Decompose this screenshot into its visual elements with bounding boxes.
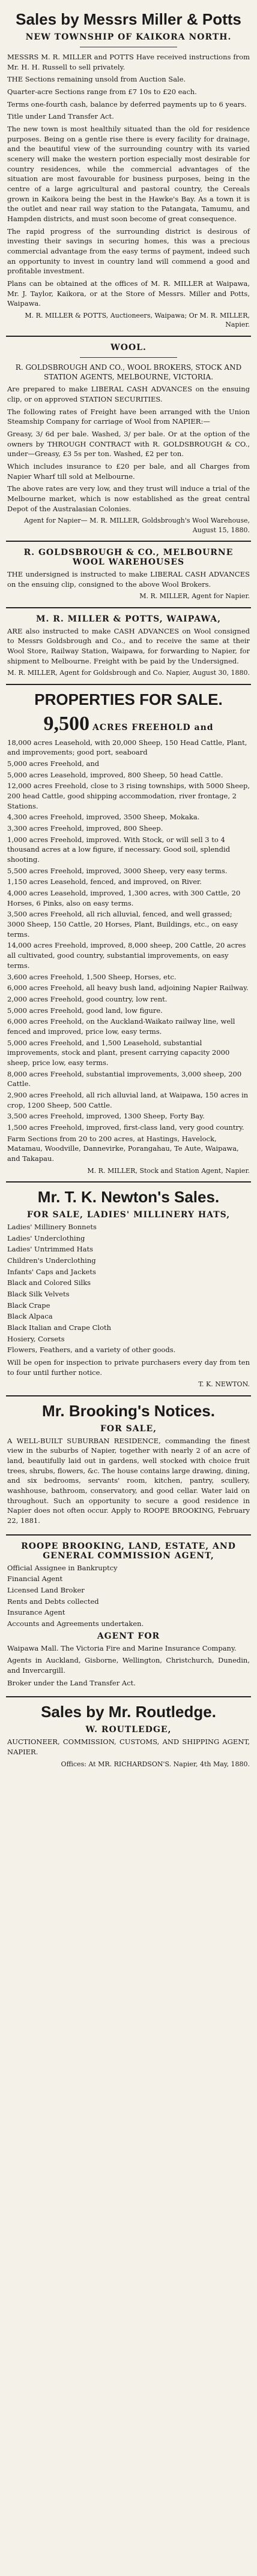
list-item: Black Silk Velvets bbox=[7, 1289, 70, 1298]
office-info: Offices: At MR. RICHARDSON'S. Napier, 4th May, 1880. bbox=[61, 1760, 250, 1768]
divider bbox=[80, 357, 177, 358]
para: Are prepared to make LIBERAL CASH ADVANCES on the ensuing clip, or on approved STATION SECURITIES. bbox=[7, 385, 250, 403]
para: Quarter-acre Sections range from £7 10s to £20 each. bbox=[7, 87, 197, 96]
para: The above rates are very low, and they trust will induce a trial of the Melbourne market, which is now established as the great central Depot of the Australasian Colonies. bbox=[7, 484, 250, 513]
list-item: 5,000 acres Leasehold, improved, 800 Sheep, 50 head Cattle. bbox=[7, 770, 223, 779]
goldsbrough-heading bbox=[7, 363, 250, 382]
miller-potts-banner: Sales by Messrs Miller & Potts bbox=[16, 10, 241, 28]
para: MESSRS M. R. MILLER and POTTS Have received instructions from Mr. H. H. Russell to sell privately. bbox=[7, 52, 250, 71]
newton-banner: Mr. T. K. Newton's Sales. bbox=[37, 1187, 220, 1206]
list-item: 3,300 acres Freehold, improved, 800 Sheep. bbox=[7, 824, 163, 833]
hats-title: FOR SALE, LADIES' MILLINERY HATS, bbox=[26, 1209, 231, 1220]
para: Plans can be obtained at the offices of M. R. MILLER at Waipawa, Mr. J. Taylor, Kaikora, or at the Store of Messrs. Miller and Potts, Waipawa. bbox=[7, 279, 250, 308]
heading-text: R. GOLDSBROUGH AND CO., WOOL BROKERS, STOCK AND STATION AGENTS, MELBOURNE, VICTORIA. bbox=[15, 363, 242, 381]
list-item: Insurance Agent bbox=[7, 1608, 65, 1617]
list-item: Flowers, Feathers, and a variety of other goods. bbox=[7, 1346, 176, 1355]
list-item: 14,000 acres Freehold, improved, 8,000 sheep, 200 Cattle, 20 acres all cultivated, good country, substantial improvements, on easy terms. bbox=[7, 941, 246, 970]
list-item: 2,900 acres Freehold, all rich alluvial land, at Waipawa, 150 acres in crop, 1200 Sheep, 500 Cattle. bbox=[7, 1090, 249, 1109]
list-item: Financial Agent bbox=[7, 1574, 63, 1583]
signature: M. R. MILLER, Agent for Napier. bbox=[139, 592, 250, 601]
list-item: Black Italian and Crape Cloth bbox=[7, 1323, 112, 1332]
services-list bbox=[7, 1563, 250, 1629]
list-item: 4,000 acres Leasehold, improved, 1,300 acres, with 300 Cattle, 20 Horses, 6 Pinks, also on easy terms. bbox=[7, 889, 241, 907]
acreage-number: 9,500 bbox=[43, 712, 89, 735]
broker: Broker under the Land Transfer Act. bbox=[7, 1678, 136, 1687]
list-item: Children's Underclothing bbox=[7, 1256, 96, 1265]
kaikora-title: NEW TOWNSHIP OF KAIKORA NORTH. bbox=[25, 32, 232, 42]
list-item: 2,000 acres Freehold, good country, low rent. bbox=[7, 994, 168, 1003]
para: The new town is most healthily situated than the old for residence purposes. Being on a gentle rise there is every facility for drainage, and the beautiful view of the surrounding country with its varied scenery will make the western portion especially most desirable for country residences, while the commercial advantages of the situation are most favourable for business purposes, being in the centre of a large agricultural and pastoral country, the Cereals grown in Kaikora being the best in the Hawke's Bay. As a town it is the outlet and near rail way station to the Patangata, Tamumu, and Hampden districts, and must soon become of great consequence. bbox=[7, 124, 250, 223]
para: Title under Land Transfer Act. bbox=[7, 112, 114, 121]
list-item: 1,500 acres Freehold, improved, first-class land, very good country. bbox=[7, 1123, 244, 1132]
signature: M. R. MILLER, Agent for Goldsbrough and Co. Napier, August 30, 1880. bbox=[7, 669, 250, 677]
property-list bbox=[7, 738, 250, 1164]
para: Which includes insurance to £20 per bale, and all Charges from Napier Wharf till sold at Melbourne. bbox=[7, 461, 250, 481]
list-item: Rents and Debts collected bbox=[7, 1597, 99, 1606]
agent-signature: Agent for Napier— M. R. MILLER, Goldsbrough's Wool Warehouse, August 15, 1880. bbox=[24, 517, 250, 534]
acreage-text: ACRES FREEHOLD and bbox=[92, 722, 214, 732]
list-item: Ladies' Untrimmed Hats bbox=[7, 1245, 93, 1254]
properties-ad bbox=[6, 685, 251, 1183]
para: THE undersigned is instructed to make LIBERAL CASH ADVANCES on the ensuing clip, consigned to the above Wool Brokers. bbox=[7, 570, 250, 589]
list-item: Ladies' Underclothing bbox=[7, 1233, 85, 1242]
miller-waipawa-ad bbox=[6, 608, 251, 685]
brooking-banner: Mr. Brooking's Notices. bbox=[42, 1401, 215, 1420]
newton-ad bbox=[6, 1183, 251, 1396]
goods-list bbox=[7, 1222, 250, 1355]
routledge-ad bbox=[6, 1697, 251, 1775]
list-item: 6,000 acres Freehold, all heavy bush land, adjoining Napier Railway. bbox=[7, 984, 249, 993]
para: ARE also instructed to make CASH ADVANCES on Wool consigned to Messrs Goldsbrough and Co., and to receive the same at their Wool Store, Railway Station, Waipawa, for forwarding to Napier, for shipment to Melbourne. Freight with be paid by the Undersigned. bbox=[7, 626, 250, 665]
list-item: 6,000 acres Freehold, on the Auckland-Waikato railway line, well fenced and improved, price low, easy terms. bbox=[7, 1017, 235, 1036]
list-item: Black and Colored Silks bbox=[7, 1278, 91, 1287]
list-item: Hosiery, Corsets bbox=[7, 1334, 65, 1343]
signature: T. K. NEWTON. bbox=[198, 1380, 250, 1389]
list-item: Official Assignee in Bankruptcy bbox=[7, 1563, 118, 1572]
list-item: Ladies' Millinery Bonnets bbox=[7, 1222, 97, 1231]
goldsbrough-warehouse-ad bbox=[6, 542, 251, 608]
list-item: 3,500 acres Freehold, improved, 1300 Sheep, Forty Bay. bbox=[7, 1112, 205, 1121]
list-item: 5,000 acres Freehold, good land, low figure. bbox=[7, 1006, 163, 1015]
list-item: 5,000 acres Freehold, and 1,500 Leasehold, substantial improvements, stock and plant, present carrying capacity 2000 sheep, price low, easy terms. bbox=[7, 1038, 230, 1067]
list-item: Black Crape bbox=[7, 1301, 50, 1310]
list-item: Farm Sections from 20 to 200 acres, at Hastings, Havelock, Matamau, Woodville, Dannevirke, Porangahau, Te Aute, Waipawa, and Takapau. bbox=[7, 1134, 239, 1163]
wool-ad bbox=[6, 337, 251, 542]
acres-headline bbox=[7, 713, 250, 735]
list-item: Black Alpaca bbox=[7, 1312, 53, 1321]
routledge-banner: Sales by Mr. Routledge. bbox=[41, 1703, 216, 1721]
list-item: 5,000 acres Freehold, and bbox=[7, 759, 100, 768]
inspection-note: Will be open for inspection to private purchasers every day from ten to four until further notice. bbox=[7, 1358, 250, 1377]
properties-banner: PROPERTIES FOR SALE. bbox=[34, 690, 223, 708]
list-item: 3,500 acres Freehold, all rich alluvial, fenced, and well grassed; 3000 Sheep, 150 Cattle, 20 Horses, Plant, Buildings, etc., on easy terms. bbox=[7, 910, 238, 939]
routledge-title: W. ROUTLEDGE, bbox=[85, 1725, 172, 1735]
list-item: Licensed Land Broker bbox=[7, 1585, 85, 1594]
para: Greasy, 3/ 6d per bale. Washed, 3/ per bale. Or at the option of the owners by THROUGH CONTRACT with R. GOLDSBROUGH & CO., under—Greasy, £3 5s per ton. Washed, £2 per ton. bbox=[7, 429, 250, 459]
list-item: 18,000 acres Leasehold, with 20,000 Sheep, 150 Head Cattle, Plant, and improvements; good port, seaboard bbox=[7, 738, 247, 757]
signature: M. R. MILLER & POTTS, Auctioneers, Waipawa; Or M. R. MILLER, Napier. bbox=[25, 312, 250, 329]
warehouse-title: R. GOLDSBROUGH & CO., MELBOURNE WOOL WAREHOUSES bbox=[23, 548, 234, 568]
waipawa-title: M. R. MILLER & POTTS, WAIPAWA, bbox=[36, 614, 221, 624]
wool-title: WOOL. bbox=[110, 342, 147, 352]
list-item: Accounts and Agreements undertaken. bbox=[7, 1619, 144, 1628]
list-item: 5,500 acres Freehold, improved, 3000 Sheep, very easy terms. bbox=[7, 866, 228, 875]
list-item: 3,600 acres Freehold, 1,500 Sheep, Horses, etc. bbox=[7, 972, 177, 981]
signature: M. R. MILLER, Stock and Station Agent, Napier. bbox=[87, 1166, 250, 1175]
routledge-subtitle: AUCTIONEER, COMMISSION, CUSTOMS, AND SHIPPING AGENT, NAPIER. bbox=[7, 1738, 250, 1756]
brooking-ad bbox=[6, 1396, 251, 1536]
list-item: 1,000 acres Freehold, improved. With Stock, or will sell 3 to 4 thousand acres at a low figure, if necessary. Good soil, splendid shooting. bbox=[7, 835, 231, 864]
roope-brooking-ad bbox=[6, 1536, 251, 1698]
list-item: 1,150 acres Leasehold, fenced, and improved, on River. bbox=[7, 877, 202, 886]
agent-for: Waipawa Mall. The Victoria Fire and Marine Insurance Company. bbox=[7, 1643, 237, 1652]
para: THE Sections remaining unsold from Auction Sale. bbox=[7, 75, 186, 84]
para: A WELL-BUILT SUBURBAN RESIDENCE, commanding the finest view in the suburbs of Napier, together with nearly 2 of an acre of land, beautifully laid out in gardens, well stocked with choice fruit trees, shrubs, flowers, &c. The house contains large drawing, dining, and six bedrooms, servants' room, kitchen, pantry, scullery, washhouse, bathroom, conservatory, and good cellar. Water laid on throughout. Such an opportunity to secure a good residence in Napier does not often occur. Apply to ROOPE BROOKING, February 22, 1881. bbox=[7, 1436, 250, 1525]
para: Terms one-fourth cash, balance by deferred payments up to 6 years. bbox=[7, 99, 247, 108]
para: The rapid progress of the surrounding district is desirous of investing their savings in securing homes, this was a precious commercial advantage from the easy terms of payment, indeed such an opportunity to invest in country land will commend a good and profitable investment. bbox=[7, 227, 250, 276]
roope-title: ROOPE BROOKING, LAND, ESTATE, AND GENERAL COMMISSION AGENT, bbox=[21, 1541, 236, 1561]
list-item: 8,000 acres Freehold, substantial improvements, 3,000 sheep, 200 Cattle. bbox=[7, 1069, 242, 1088]
agents: Agents in Auckland, Gisborne, Wellington, Christchurch, Dunedin, and Invercargill. bbox=[7, 1656, 250, 1675]
miller-potts-ad bbox=[6, 5, 251, 337]
list-item: 4,300 acres Freehold, improved, 3500 Sheep, Mokaka. bbox=[7, 813, 200, 822]
para: The following rates of Freight have been arranged with the Union Steamship Company for carriage of Wool from NAPIER:— bbox=[7, 407, 250, 426]
list-item: Infants' Caps and Jackets bbox=[7, 1267, 96, 1276]
for-sale-title: FOR SALE, bbox=[100, 1423, 157, 1434]
list-item: 12,000 acres Freehold, close to 3 rising townships, with 5000 Sheep, 200 head Cattle, good shipping accommodation, river frontage, 2 Stations. bbox=[7, 782, 250, 810]
agent-for-title: AGENT FOR bbox=[97, 1631, 160, 1641]
